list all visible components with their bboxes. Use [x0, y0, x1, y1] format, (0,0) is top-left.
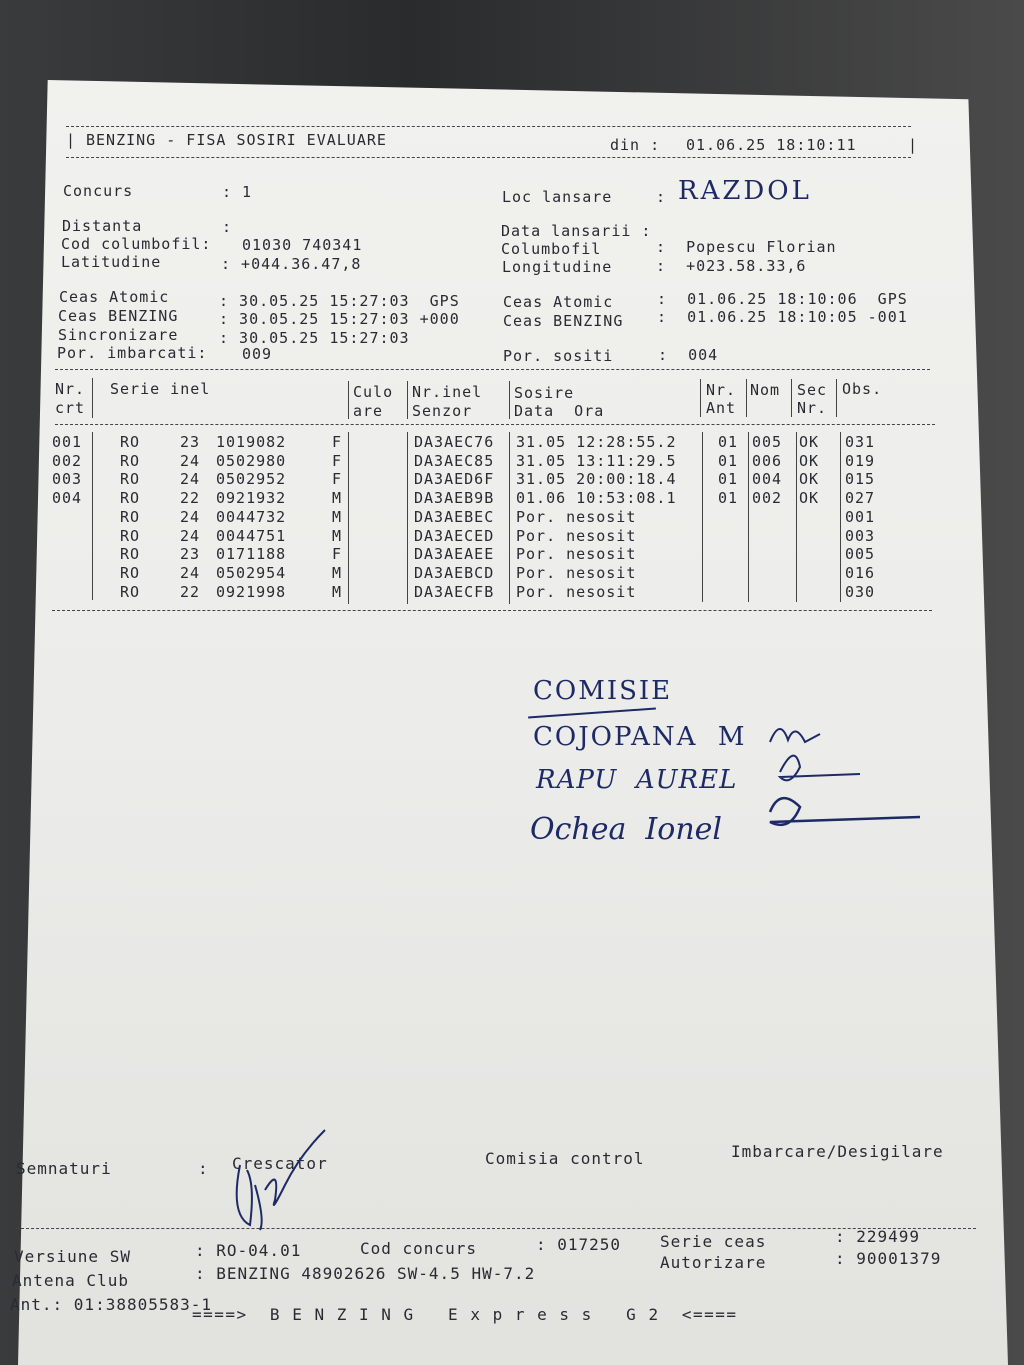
- sositi-value: : 004: [658, 346, 719, 364]
- cell-sex: M: [332, 526, 343, 545]
- cell-sosire: 31.05 12:28:55.2: [516, 433, 677, 451]
- cell-senzor: DA3AECFB: [414, 582, 495, 601]
- longitudine-label: Longitudine: [502, 258, 613, 276]
- serie-ceas-label: Serie ceas: [660, 1232, 767, 1251]
- sositi-label: Por. sositi: [503, 347, 614, 365]
- columbofil-label: Columbofil: [501, 240, 602, 258]
- crescator-signature-icon: [225, 1125, 345, 1235]
- body-sep-nr: [92, 432, 93, 600]
- table-top-rule: [55, 369, 930, 370]
- cell-ant: 01: [718, 470, 739, 489]
- cell-tara: RO: [120, 526, 141, 545]
- cod-concurs-value: : 017250: [536, 1235, 622, 1254]
- cell-an: 22: [180, 489, 201, 508]
- body-sep-culoare: [407, 432, 408, 604]
- cell-inel: 0044732: [216, 507, 287, 526]
- cell-senzor: DA3AEBEC: [414, 507, 495, 526]
- report-datetime: 01.06.25 18:10:11: [686, 136, 857, 154]
- body-sep-nom: [796, 432, 797, 602]
- cell-senzor: DA3AEBCD: [414, 563, 495, 582]
- cell-an: 24: [180, 451, 201, 470]
- col-crt: crt: [55, 399, 86, 417]
- cell-an: 23: [180, 545, 201, 564]
- ceas-atomic-right-label: Ceas Atomic: [503, 293, 614, 311]
- cell-sex: F: [332, 545, 343, 564]
- body-sep-serie: [348, 432, 349, 604]
- ceas-benzing-right-label: Ceas BENZING: [503, 312, 624, 330]
- cell-nr: 003: [52, 470, 83, 489]
- loc-lansare-colon: :: [656, 188, 667, 206]
- cell-inel: 1019082: [216, 433, 287, 451]
- cell-senzor: DA3AED6F: [414, 470, 495, 489]
- handwritten-comisie: COMISIE: [533, 676, 673, 706]
- col-are: are: [353, 402, 384, 420]
- concurs-value: : 1: [222, 183, 253, 201]
- body-sep-sec: [840, 432, 841, 602]
- col-obs: Obs.: [842, 380, 883, 398]
- header-bottom-rule: [66, 157, 911, 158]
- col-nom: Nom: [750, 381, 781, 399]
- cell-ant: 01: [718, 489, 739, 508]
- report-title: BENZING - FISA SOSIRI EVALUARE: [86, 131, 387, 149]
- cell-an: 24: [180, 526, 201, 545]
- semnaturi-colon: :: [198, 1159, 209, 1178]
- cod-columbofil-label: Cod columbofil:: [61, 235, 212, 253]
- cell-sec: OK: [799, 433, 820, 451]
- handwritten-member-3: Ochea Ionel: [530, 812, 723, 847]
- cell-sex: F: [332, 470, 343, 489]
- ceas-benzing-label: Ceas BENZING: [58, 307, 179, 325]
- ant-serial: Ant.: 01:38805583-1: [10, 1295, 213, 1314]
- cell-sosire: Por. nesosit: [516, 545, 637, 564]
- benzing-express-brand: ====> B E N Z I N G E x p r e s s G 2 <====: [192, 1305, 738, 1324]
- sep-serie: [348, 381, 349, 419]
- cell-sosire: 31.05 20:00:18.4: [516, 470, 677, 489]
- cell-senzor: DA3AEB9B: [414, 489, 495, 508]
- sep-sosire: [700, 379, 701, 417]
- ceas-benzing-right-value: : 01.06.25 18:10:05 -001: [657, 308, 908, 326]
- loc-lansare-label: Loc lansare: [502, 188, 613, 206]
- cod-columbofil-value: 01030 740341: [242, 236, 363, 254]
- cell-an: 23: [180, 433, 201, 451]
- cell-an: 22: [180, 582, 201, 601]
- sep-senzor: [509, 381, 510, 419]
- header-top-rule: [66, 126, 911, 127]
- body-sep-sosire: [702, 432, 703, 602]
- col-sosire: Sosire: [514, 384, 575, 402]
- table-bottom-rule: [52, 610, 932, 611]
- cell-sex: F: [332, 433, 343, 451]
- col-senzor: Senzor: [412, 402, 473, 420]
- ceas-atomic-right-value: : 01.06.25 18:10:06 GPS: [657, 290, 908, 308]
- ceas-atomic-label: Ceas Atomic: [59, 288, 170, 306]
- col-sec-nr: Nr.: [797, 399, 828, 417]
- col-nr-inel: Nr.inel: [412, 383, 483, 401]
- cell-obs: 030: [845, 582, 876, 601]
- cell-inel: 0044751: [216, 526, 287, 545]
- cell-obs: 027: [845, 489, 876, 508]
- cell-sex: M: [332, 563, 343, 582]
- latitudine-value: : +044.36.47,8: [221, 255, 362, 273]
- cell-an: 24: [180, 470, 201, 489]
- cell-inel: 0502954: [216, 563, 287, 582]
- sincronizare-label: Sincronizare: [58, 326, 179, 344]
- col-culoare: Culo: [353, 383, 394, 401]
- sincronizare-value: : 30.05.25 15:27:03: [219, 329, 410, 347]
- serie-ceas-value: : 229499: [835, 1227, 921, 1246]
- col-serie-inel: Serie inel: [110, 380, 211, 398]
- footer-rule: [16, 1228, 976, 1229]
- autorizare-label: Autorizare: [660, 1253, 767, 1272]
- cell-nom: 006: [752, 451, 783, 470]
- cell-obs: 001: [845, 507, 876, 526]
- cell-sex: M: [332, 582, 343, 601]
- cell-sosire: Por. nesosit: [516, 526, 637, 545]
- cell-sosire: Por. nesosit: [516, 507, 637, 526]
- cell-inel: 0921998: [216, 582, 287, 601]
- cell-obs: 016: [845, 563, 876, 582]
- member-signatures-icon: [760, 712, 930, 842]
- loc-lansare-handwritten: RAZDOL: [678, 176, 812, 206]
- distanta-label: Distanta: [62, 217, 143, 235]
- cell-sec: OK: [799, 451, 820, 470]
- cell-inel: 0171188: [216, 545, 287, 564]
- handwritten-member-2: RAPU AUREL: [536, 765, 738, 795]
- cell-sec: OK: [799, 489, 820, 508]
- cell-ant: 01: [718, 433, 739, 451]
- versiune-label: Versiune SW: [14, 1247, 131, 1266]
- cod-concurs-label: Cod concurs: [360, 1239, 477, 1258]
- cell-sosire: Por. nesosit: [516, 563, 637, 582]
- cell-tara: RO: [120, 433, 141, 451]
- cell-tara: RO: [120, 545, 141, 564]
- sep-ant: [746, 379, 747, 417]
- cell-sosire: 01.06 10:53:08.1: [516, 489, 677, 508]
- versiune-value: : RO-04.01: [195, 1241, 302, 1260]
- cell-tara: RO: [120, 563, 141, 582]
- cell-ant: 01: [718, 451, 739, 470]
- cell-sec: OK: [799, 470, 820, 489]
- cell-inel: 0502980: [216, 451, 287, 470]
- body-sep-ant: [748, 432, 749, 602]
- sep-nom: [791, 379, 792, 417]
- cell-senzor: DA3AEC76: [414, 433, 495, 451]
- ceas-atomic-value: : 30.05.25 15:27:03 GPS: [219, 292, 460, 310]
- cell-nom: 005: [752, 433, 783, 451]
- body-sep-senzor: [509, 432, 510, 604]
- col-sec: Sec: [797, 381, 828, 399]
- concurs-label: Concurs: [63, 182, 134, 200]
- crescator-label: Crescator: [232, 1154, 328, 1173]
- cell-nr: 002: [52, 451, 83, 470]
- latitudine-label: Latitudine: [61, 253, 162, 271]
- cell-obs: 015: [845, 470, 876, 489]
- cell-inel: 0921932: [216, 489, 287, 508]
- cell-senzor: DA3AEC85: [414, 451, 495, 470]
- cell-tara: RO: [120, 451, 141, 470]
- cell-sosire: 31.05 13:11:29.5: [516, 451, 677, 470]
- col-nr: Nr.: [55, 380, 86, 398]
- imbarcati-label: Por. imbarcati:: [57, 344, 208, 362]
- columbofil-value: : Popescu Florian: [656, 238, 837, 256]
- semnaturi-label: Semnaturi: [16, 1159, 112, 1178]
- cell-tara: RO: [120, 489, 141, 508]
- cell-senzor: DA3AECED: [414, 526, 495, 545]
- cell-obs: 031: [845, 433, 876, 451]
- cell-obs: 003: [845, 526, 876, 545]
- cell-tara: RO: [120, 507, 141, 526]
- longitudine-value: : +023.58.33,6: [656, 257, 807, 275]
- sep-culoare: [407, 381, 408, 419]
- ceas-benzing-value: : 30.05.25 15:27:03 +000: [219, 310, 460, 328]
- cell-sex: M: [332, 489, 343, 508]
- handwritten-member-1: COJOPANA M: [533, 722, 747, 752]
- cell-senzor: DA3AEAEE: [414, 545, 495, 564]
- autorizare-value: : 90001379: [835, 1249, 942, 1268]
- din-label: din :: [610, 136, 661, 154]
- col-data-ora: Data Ora: [514, 402, 605, 420]
- sep-nr: [92, 378, 93, 418]
- header-left-bar: |: [66, 131, 77, 149]
- cell-sosire: Por. nesosit: [516, 582, 637, 601]
- cell-obs: 005: [845, 545, 876, 564]
- antena-label: Antena Club: [12, 1271, 129, 1290]
- header-right-bar: |: [908, 136, 919, 154]
- cell-nr: 004: [52, 489, 83, 508]
- imbarcare-label: Imbarcare/Desigilare: [731, 1142, 944, 1161]
- cell-an: 24: [180, 563, 201, 582]
- antena-value: : BENZING 48902626 SW-4.5 HW-7.2: [195, 1264, 536, 1283]
- sep-sec: [836, 379, 837, 417]
- cell-inel: 0502952: [216, 470, 287, 489]
- cell-nr: 001: [52, 433, 83, 451]
- col-nr-ant: Nr.: [706, 381, 737, 399]
- col-ant: Ant: [706, 399, 737, 417]
- cell-nom: 002: [752, 489, 783, 508]
- distanta-value: :: [222, 218, 233, 236]
- cell-sex: M: [332, 507, 343, 526]
- data-lansarii-label: Data lansarii :: [501, 222, 652, 240]
- cell-nom: 004: [752, 470, 783, 489]
- cell-tara: RO: [120, 470, 141, 489]
- imbarcati-value: 009: [242, 345, 273, 363]
- table-header-rule: [55, 424, 935, 425]
- cell-tara: RO: [120, 582, 141, 601]
- cell-sex: F: [332, 451, 343, 470]
- comisia-control-label: Comisia control: [485, 1149, 645, 1168]
- cell-an: 24: [180, 507, 201, 526]
- cell-obs: 019: [845, 451, 876, 470]
